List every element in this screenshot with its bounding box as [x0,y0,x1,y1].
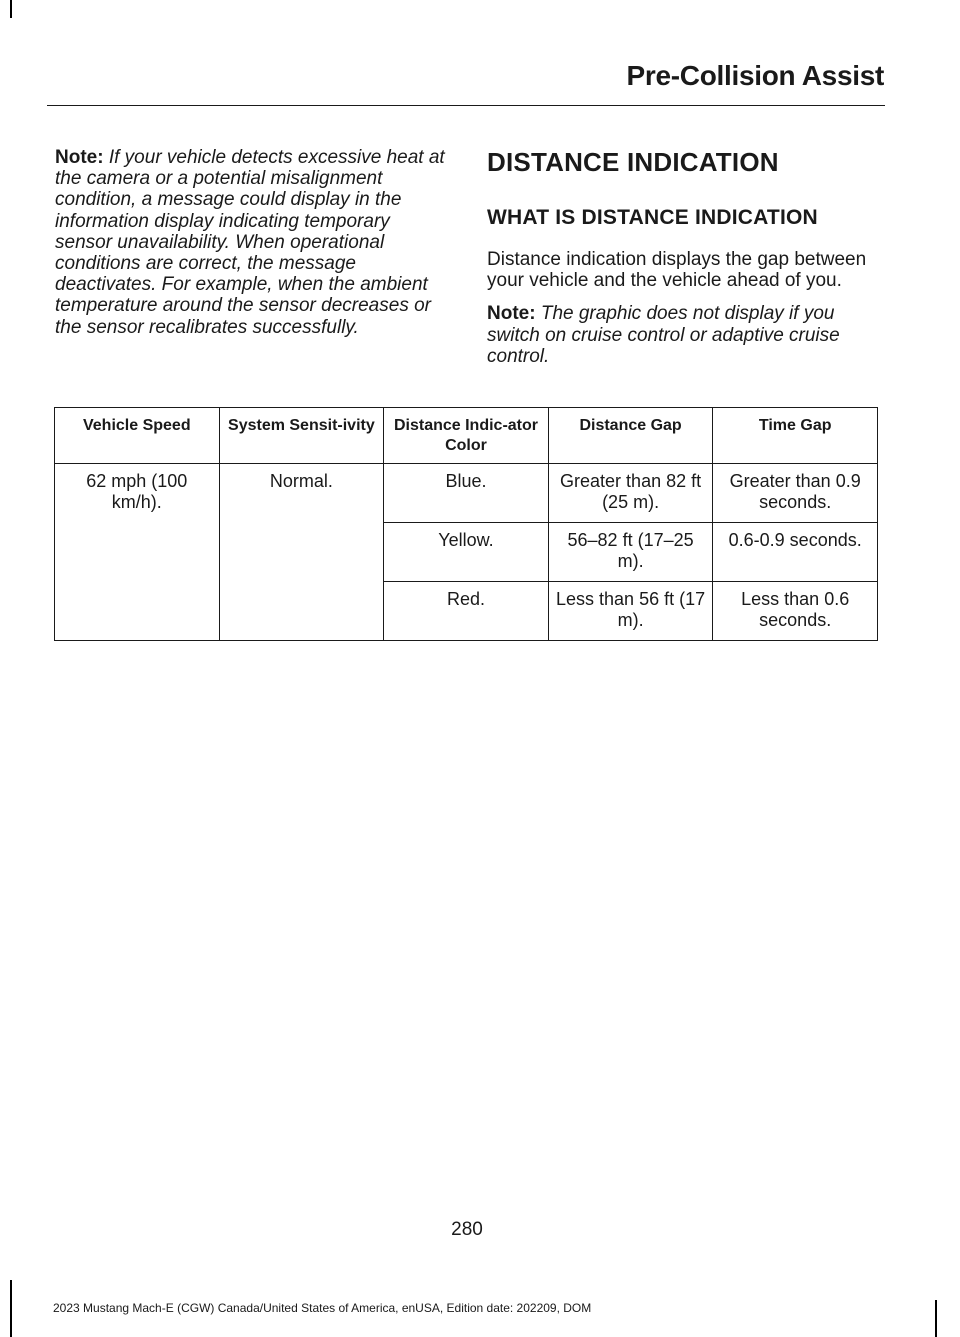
note-text: The graphic does not display if you switch on cruise control or adaptive cruise control. [487,303,840,367]
cell-color: Blue. [384,464,549,523]
footer-edition: 2023 Mustang Mach-E (CGW) Canada/United States of America, enUSA, Edition date: 202209, DOM [53,1301,592,1315]
cell-color: Red. [384,582,549,641]
left-column [55,147,450,350]
crop-mark [10,0,12,18]
section-title: DISTANCE INDICATION [487,147,779,177]
header-indicator-color: Distance Indic-ator Color [384,408,549,464]
crop-mark [10,1280,12,1337]
header-time-gap: Time Gap [713,408,878,464]
page-title: Pre-Collision Assist [626,60,884,91]
subsection-title: WHAT IS DISTANCE INDICATION [487,206,818,229]
table-header-row [55,408,878,464]
header-vehicle-speed: Vehicle Speed [55,408,220,464]
body-paragraph: Distance indication displays the gap between your vehicle and the vehicle ahead of you. [487,249,867,292]
cell-distance: 56–82 ft (17–25 m). [548,523,713,582]
header-system-sensitivity: System Sensit-ivity [219,408,384,464]
distance-table [54,407,878,641]
cell-sensitivity: Normal. [219,464,384,641]
cell-distance: Greater than 82 ft (25 m). [548,464,713,523]
note-label: Note: [55,147,104,168]
cell-color: Yellow. [384,523,549,582]
heat-note [55,147,450,338]
graphic-note [487,303,882,367]
cell-speed: 62 mph (100 km/h). [55,464,220,641]
page-number: 280 [451,1219,483,1240]
note-text: If your vehicle detects excessive heat at the camera or a potential misalignment condition, a message could display in the information display indicating temporary sensor unavailability. When operational conditions are correct, the message deactivates. For example, when the ambient temperature around the sensor decreases or the sensor recalibrates successfully. [55,147,445,338]
right-column [487,147,882,379]
cell-time: Greater than 0.9 seconds. [713,464,878,523]
table-row [55,464,878,523]
header-distance-gap: Distance Gap [548,408,713,464]
note-label: Note: [487,303,536,325]
cell-time: 0.6-0.9 seconds. [713,523,878,582]
cell-distance: Less than 56 ft (17 m). [548,582,713,641]
title-divider [47,105,885,106]
cell-time: Less than 0.6 seconds. [713,582,878,641]
crop-mark [935,1300,937,1337]
